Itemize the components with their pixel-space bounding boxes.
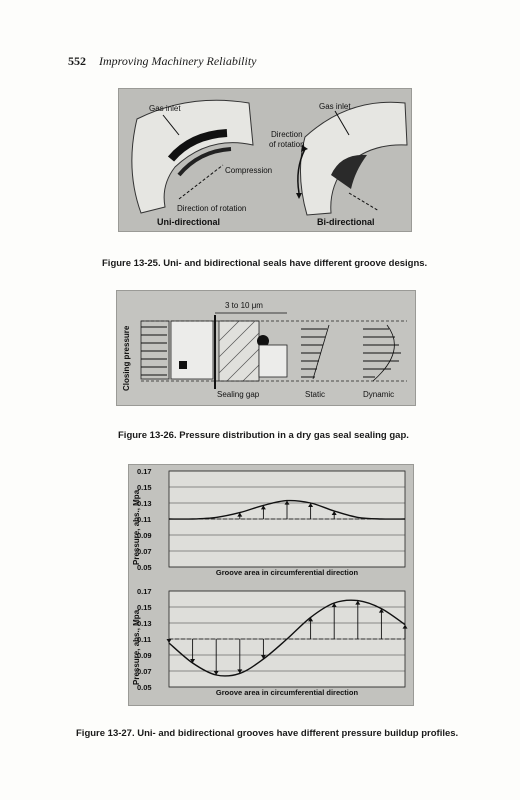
label-gas-inlet-right: Gas inlet (319, 102, 351, 111)
pressure-distribution-diagram (117, 291, 415, 405)
stationary-face (171, 321, 213, 379)
y-tick-label: 0.17 (137, 467, 152, 476)
y-tick-label: 0.17 (137, 587, 152, 596)
label-uni-directional: Uni-directional (157, 217, 221, 227)
x-axis-label: Groove area in circumferential direction (215, 568, 359, 577)
y-axis-label: Pressure, abs., Mpa (132, 489, 141, 565)
y-tick-label: 0.11 (137, 635, 152, 644)
y-tick-label: 0.07 (137, 547, 152, 556)
y-tick-label: 0.05 (137, 683, 152, 692)
page-number: 552 (68, 54, 86, 68)
y-axis-label: Pressure, abs., Mpa (132, 609, 141, 685)
label-closing-pressure: Closing pressure (122, 325, 131, 391)
caption-figure-13-27: Figure 13-27. Uni- and bidirectional grooves have different pressure buildup profiles. (76, 728, 459, 739)
label-sealing-gap: Sealing gap (217, 390, 260, 399)
figure-13-27 (128, 464, 414, 706)
pressure-buildup-charts (129, 465, 413, 705)
y-tick-label: 0.13 (137, 499, 152, 508)
y-tick-label: 0.09 (137, 651, 152, 660)
label-dynamic: Dynamic (363, 390, 395, 399)
label-direction-of-rotation: Direction of rotation (177, 204, 247, 213)
label-gas-inlet-left: Gas inlet (149, 104, 181, 113)
y-tick-label: 0.11 (137, 515, 152, 524)
x-axis-label: Groove area in circumferential direction (215, 688, 359, 697)
groove-designs-illustration (119, 89, 411, 231)
running-header (68, 54, 257, 69)
label-of-rotation: of rotation (269, 140, 305, 149)
caption-figure-13-25: Figure 13-25. Uni- and bidirectional seals have different groove designs. (102, 258, 428, 269)
label-direction: Direction (271, 130, 303, 139)
y-tick-label: 0.13 (137, 619, 152, 628)
label-bi-directional: Bi-directional (317, 217, 375, 227)
figure-13-26 (116, 290, 416, 406)
running-title: Improving Machinery Reliability (99, 54, 257, 68)
y-tick-label: 0.15 (137, 483, 152, 492)
y-tick-label: 0.05 (137, 563, 152, 572)
label-compression: Compression (225, 166, 273, 175)
figure-13-25 (118, 88, 412, 232)
y-tick-label: 0.07 (137, 667, 152, 676)
label-static: Static (305, 390, 326, 399)
caption-figure-13-26: Figure 13-26. Pressure distribution in a dry gas seal sealing gap. (118, 430, 409, 441)
label-gap-size: 3 to 10 μm (225, 301, 263, 310)
y-tick-label: 0.09 (137, 531, 152, 540)
y-tick-label: 0.15 (137, 603, 152, 612)
